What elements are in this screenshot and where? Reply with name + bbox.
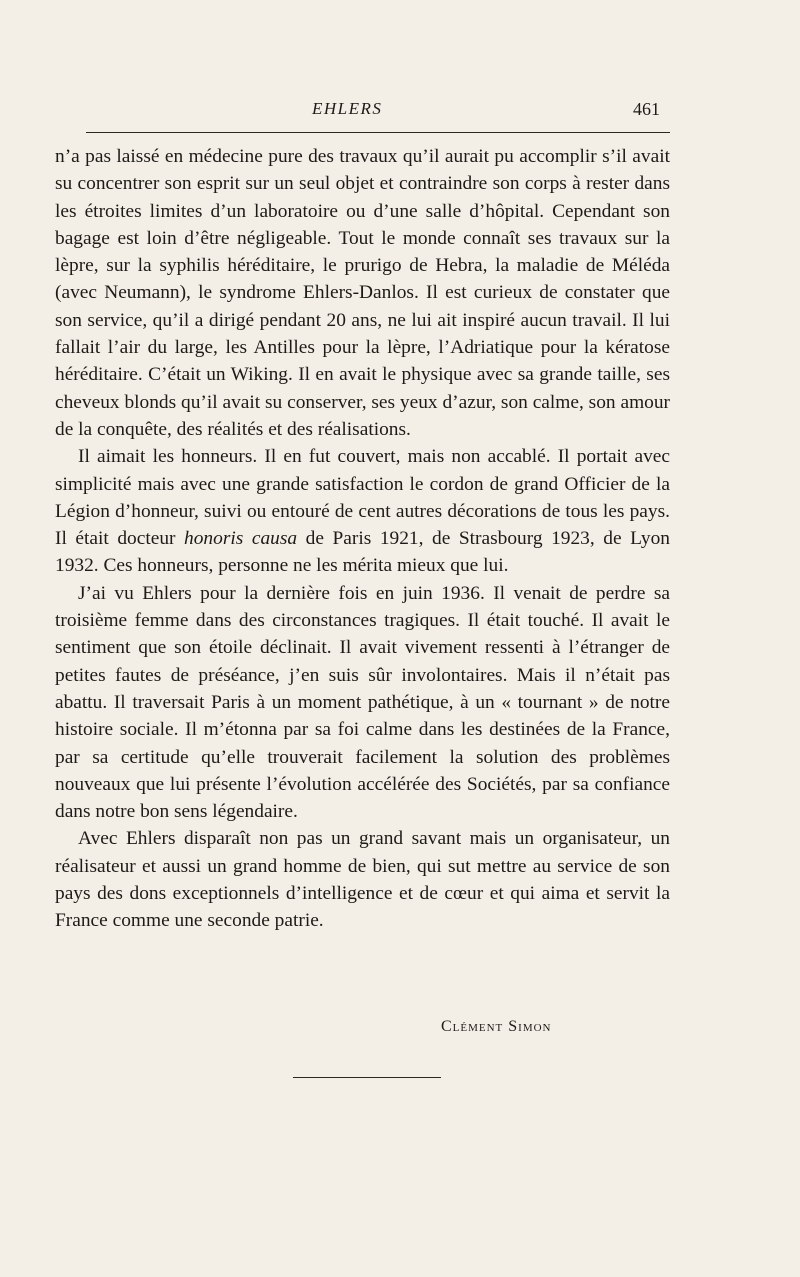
body-text [55,143,670,935]
header-rule [86,132,670,133]
paragraph-2-text-a: Il aimait les honneurs. Il en fut couvert, mais non accablé. Il portait avec simplicité mais avec une grande satisfaction le cordon de grand Officier de la Légion d’honneur, suivi ou entouré de cent autres décorations de tous les pays. Il était docteur [55,446,670,550]
running-title: EHLERS [312,99,383,118]
paragraph-3-text: J’ai vu Ehlers pour la dernière fois en juin 1936. Il venait de perdre sa troisième femme dans des circonstances tragiques. Il était touché. Il avait le sentiment que son étoile déclinait. Il avait vivement ressenti à l’étranger de petites fautes de préséance, j’en suis sûr involontaires. Mais il n’était pas abattu. Il traversait Paris à un moment pathétique, à un « tournant » de notre histoire sociale. Il m’étonna par sa foi calme dans les destinées de la France, par sa certitude qu’elle trouverait facilement la solution des problèmes nouveaux que lui présente l’évolution accélérée des Sociétés, par sa confiance dans notre bon sens légendaire. [55,582,670,823]
italic-phrase: honoris causa [184,528,298,550]
running-head [0,99,800,123]
closing-rule [293,1077,441,1078]
paragraph-4 [55,825,670,934]
page-number: 461 [633,99,660,119]
paragraph-2 [55,443,670,579]
paragraph-1-text: n’a pas laissé en médecine pure des travaux qu’il aurait pu accomplir s’il avait su concentrer son esprit sur un seul objet et contraindre son corps à rester dans les étroites limites d’un laboratoire ou d’une salle d’hôpital. Cependant son bagage est loin d’être négligeable. Tout le monde connaît ses travaux sur la lèpre, sur la syphilis héréditaire, le prurigo de Hebra, la maladie de Méléda (avec Neumann), le syndrome Ehlers-Danlos. Il est curieux de constater que son service, qu’il a dirigé pendant 20 ans, ne lui ait inspiré aucun travail. Il lui fallait l’air du large, les Antilles pour la lèpre, l’Adriatique pour la kératose héréditaire. C’était un Wiking. Il en avait le physique avec sa grande taille, ses cheveux blonds qu’il avait su conserver, ses yeux d’azur, son calme, son amour de la conquête, des réalités et des réalisations. [55,146,670,440]
paragraph-4-text: Avec Ehlers disparaît non pas un grand savant mais un organisateur, un réalisateur et aussi un grand homme de bien, qui sut mettre au service de son pays des dons exceptionnels d’intelligence et de cœur et qui aima et servit la France comme une seconde patrie. [55,828,670,932]
paragraph-3 [55,580,670,826]
paragraph-2-text-b: de Paris 1921, de Strasbourg 1923, de Lyon 1932. Ces honneurs, personne ne les mérita mieux que lui. [55,528,670,577]
paragraph-1 [55,143,670,443]
author-signature: Clément Simon [441,1018,552,1035]
